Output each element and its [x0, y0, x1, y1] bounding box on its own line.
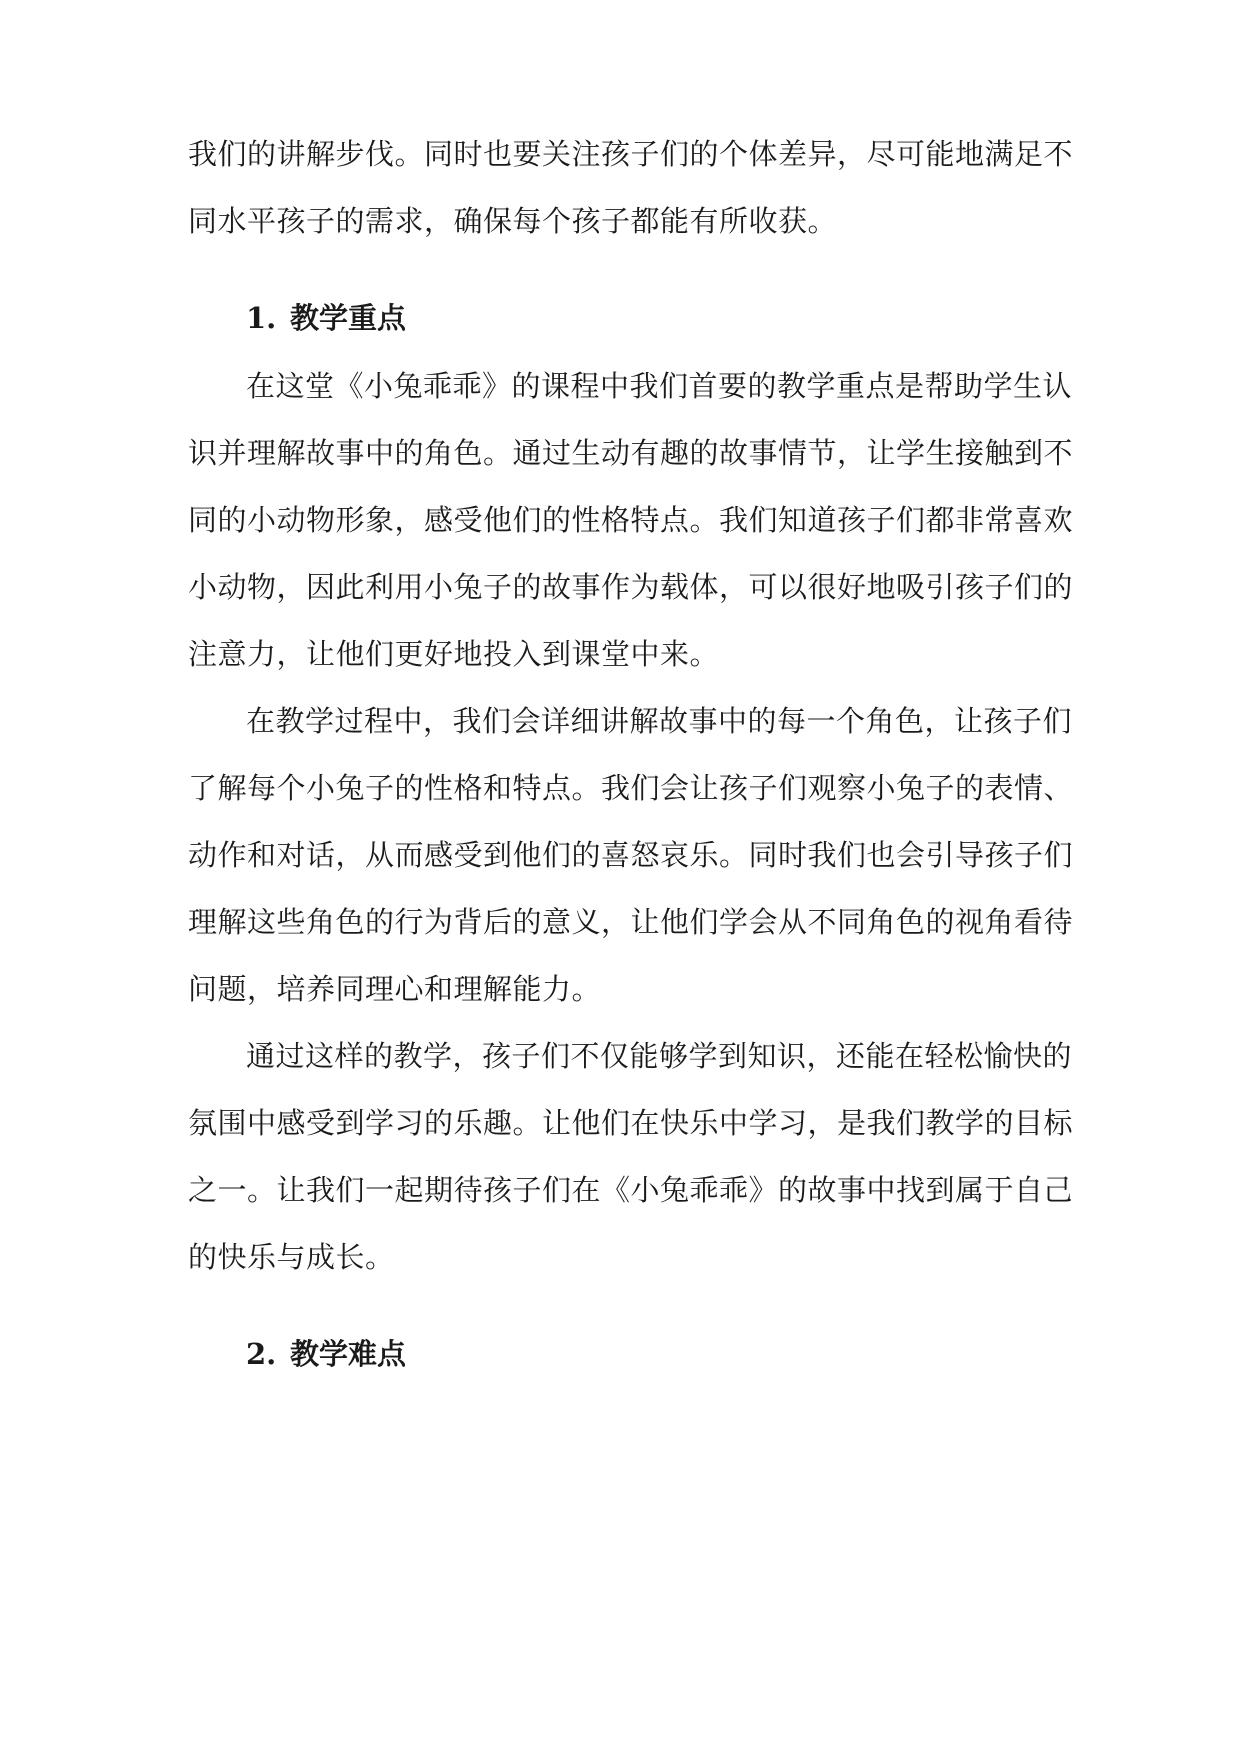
section-1-p2-line-5: 问题，培养同理心和理解能力。	[188, 972, 602, 1006]
section-2-heading	[246, 1336, 406, 1372]
section-1-p2-line-3: 动作和对话，从而感受到他们的喜怒哀乐。同时我们也会引导孩子们	[188, 838, 1074, 872]
section-1-p1-line-1: 在这堂《小兔乖乖》的课程中我们首要的教学重点是帮助学生认	[246, 369, 1073, 403]
section-1-p2-line-4: 理解这些角色的行为背后的意义，让他们学会从不同角色的视角看待	[188, 905, 1074, 939]
section-1-number: 1.	[246, 301, 277, 335]
section-1-p2-line-2: 了解每个小兔子的性格和特点。我们会让孩子们观察小兔子的表情、	[188, 771, 1074, 805]
section-1-p3-line-2: 氛围中感受到学习的乐趣。让他们在快乐中学习，是我们教学的目标	[188, 1106, 1074, 1140]
section-1-p3-line-1: 通过这样的教学，孩子们不仅能够学到知识，还能在轻松愉快的	[246, 1039, 1073, 1073]
section-1-p2-line-1: 在教学过程中，我们会详细讲解故事中的每一个角色，让孩子们	[246, 704, 1073, 738]
section-1-heading	[246, 300, 406, 336]
section-2-title: 教学难点	[290, 1337, 407, 1371]
intro-line-1: 我们的讲解步伐。同时也要关注孩子们的个体差异，尽可能地满足不	[188, 137, 1074, 171]
section-2-number: 2.	[246, 1337, 277, 1371]
section-1-p1-line-4: 小动物，因此利用小兔子的故事作为载体，可以很好地吸引孩子们的	[188, 570, 1074, 604]
section-1-p3-line-4: 的快乐与成长。	[188, 1240, 395, 1274]
intro-line-2: 同水平孩子的需求，确保每个孩子都能有所收获。	[188, 204, 838, 238]
section-1-p1-line-3: 同的小动物形象，感受他们的性格特点。我们知道孩子们都非常喜欢	[188, 503, 1074, 537]
section-1-title: 教学重点	[290, 301, 407, 335]
section-1-p1-line-5: 注意力，让他们更好地投入到课堂中来。	[188, 637, 720, 671]
section-1-p3-line-3: 之一。让我们一起期待孩子们在《小兔乖乖》的故事中找到属于自己	[188, 1173, 1074, 1207]
section-1-p1-line-2: 识并理解故事中的角色。通过生动有趣的故事情节，让学生接触到不	[188, 436, 1074, 470]
